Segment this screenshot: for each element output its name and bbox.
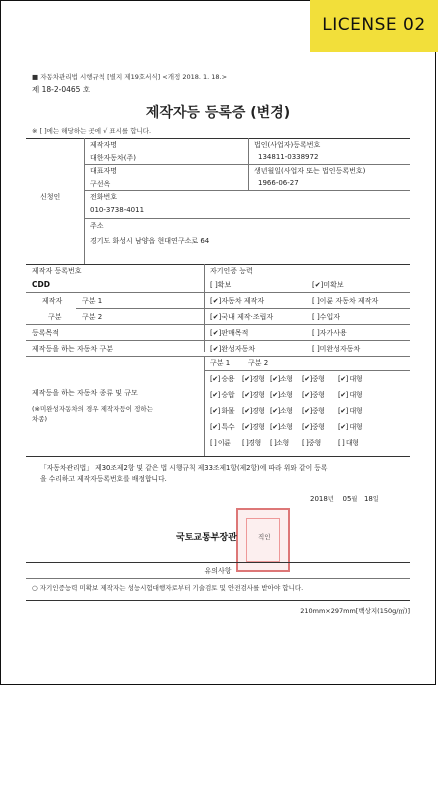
reg-no-value: CDD [32,280,50,289]
kinds-cell: [ ]중형 [302,439,321,447]
kinds-cell: [✔] 대형 [338,423,363,431]
date-day-unit: 일 [372,496,379,503]
gubun1-label: 구분 1 [82,297,103,305]
maker-label: 제작자명 [90,141,118,149]
divider [26,600,410,601]
gubun-label: 구분 [48,313,62,321]
kinds-cell: [✔] 화물 [210,407,235,415]
kinds-head-2: 구분 2 [248,359,269,367]
page-title: 제작자등 등록증 (변경) [145,105,291,121]
gubun2-opt2: [ ]수입자 [312,313,340,321]
kinds-cell: [✔]중형 [302,391,325,399]
class-label: 제작등을 하는 자동차 구분 [32,345,114,353]
purpose-label: 등록목적 [32,329,60,337]
kinds-cell: [✔]소형 [270,375,293,383]
kinds-cell: [✔]경형 [242,423,265,431]
kinds-label-2: (※미완성자동차의 경우 제작자등이 정하는 [32,405,153,413]
divider [26,562,410,563]
kinds-cell: [✔] 대형 [338,407,363,415]
license-badge [310,0,438,52]
notice-title: 유의사항 [204,567,232,575]
certificate-document [26,58,410,638]
kinds-cell: [✔]중형 [302,423,325,431]
rep-value: 구선옥 [90,180,111,188]
issue-date [310,494,379,503]
notice-text: ○ 자기인증능력 미확보 제작자는 성능시험대행자로부터 기술검토 및 안전검사를 받아야 합니다. [32,584,304,592]
paper-spec: 210mm×297mm[백상지(150g/㎡)] [300,607,410,615]
divider [84,164,410,165]
number-value: 18-2-0465 [41,85,81,94]
authority-name: 국토교통부장관 [176,533,237,543]
kinds-cell: [✔]경형 [242,391,265,399]
divider [84,138,85,264]
divider [26,324,410,325]
corp-value: 134811-0338972 [258,153,319,161]
gubun1-opt1: [✔]자동차 제작자 [210,297,265,305]
gubun2-opt1: [✔]국내 제작·조립자 [210,313,274,321]
number-prefix: 제 [32,85,40,94]
kinds-cell: [✔]중형 [302,375,325,383]
check-note: ※ [ ]에는 해당하는 곳에 √ 표시를 합니다. [32,127,152,135]
type-label: 제작자 [42,297,63,305]
purpose-opt1: [✔]판매목적 [210,329,249,337]
cert-no: [✔]미확보 [312,281,344,289]
address-value: 경기도 화성시 남양읍 현대연구소로 64 [90,237,210,245]
cert-yes: [ ]확보 [210,281,232,289]
kinds-label-3: 차종) [32,415,48,423]
kinds-cell: [ ] 이륜 [210,439,231,447]
gubun1-opt2: [ ]이륜 자동차 제작자 [312,297,379,305]
statement-line-1: 「자동차관리법」 제30조제2항 및 같은 법 시행규칙 제33조제1항(제2항)에 따라 위와 같이 등록 [40,464,328,472]
birth-label: 생년월일(사업자 또는 법인등록번호) [254,167,366,175]
kinds-cell: [ ] 대형 [338,439,359,447]
divider [26,292,410,293]
gubun2-label: 구분 2 [82,313,103,321]
date-year-unit: 년 [327,496,334,503]
cert-label: 자기인증 능력 [210,267,253,275]
divider [26,340,410,341]
kinds-cell: [✔]경형 [242,375,265,383]
divider [84,190,410,191]
license-badge-label: LICENSE 02 [322,15,426,35]
divider [248,138,249,190]
divider [84,218,410,219]
statement-line-2: 을 수리하고 제작자등록번호를 배정합니다. [40,475,167,483]
kinds-label-1: 제작등을 하는 자동차 종류 및 규모 [32,389,138,397]
kinds-cell: [ ]소형 [270,439,289,447]
kinds-cell: [✔] 승합 [210,391,235,399]
kinds-cell: [ ]경형 [242,439,261,447]
kinds-cell: [✔]소형 [270,391,293,399]
kinds-cell: [✔]경형 [242,407,265,415]
class-opt2: [ ]미완성자동차 [312,345,361,353]
reg-no-label: 제작자 등록번호 [32,267,82,275]
rep-label: 대표자명 [90,167,118,175]
date-month: 05 [342,495,352,503]
seal-label: 직인 [258,533,271,541]
address-label: 주소 [90,222,104,230]
kinds-cell: [✔] 대형 [338,375,363,383]
certificate-number [32,84,90,95]
purpose-opt2: [ ]자가사용 [312,329,347,337]
kinds-head-1: 구분 1 [210,359,231,367]
corp-label: 법인(사업자)등록번호 [254,141,321,149]
kinds-cell: [✔]소형 [270,423,293,431]
divider [26,264,410,265]
birth-value: 1966-06-27 [258,179,299,187]
date-day: 18 [363,495,373,503]
divider [204,370,410,371]
date-year: 2018 [310,495,328,503]
kinds-cell: [✔]중형 [302,407,325,415]
divider [26,456,410,457]
maker-value: 대한자동차(주) [90,154,137,162]
kinds-cell: [✔] 특수 [210,423,235,431]
divider [204,356,205,456]
class-opt1: [✔]완성자동차 [210,345,256,353]
number-suffix: 호 [82,85,91,94]
phone-label: 전화번호 [90,193,118,201]
date-month-unit: 월 [351,496,358,503]
regulation-text: ■ 자동차관리법 시행규칙 [별지 제19호서식] <개정 2018. 1. 18.> [32,73,228,81]
divider [76,308,410,309]
kinds-cell: [✔] 대형 [338,391,363,399]
divider [26,356,410,357]
phone-value: 010-3738-4011 [90,206,145,214]
divider [26,578,410,579]
applicant-label: 신청인 [40,193,61,201]
kinds-cell: [✔]소형 [270,407,293,415]
kinds-cell: [✔] 승용 [210,375,235,383]
